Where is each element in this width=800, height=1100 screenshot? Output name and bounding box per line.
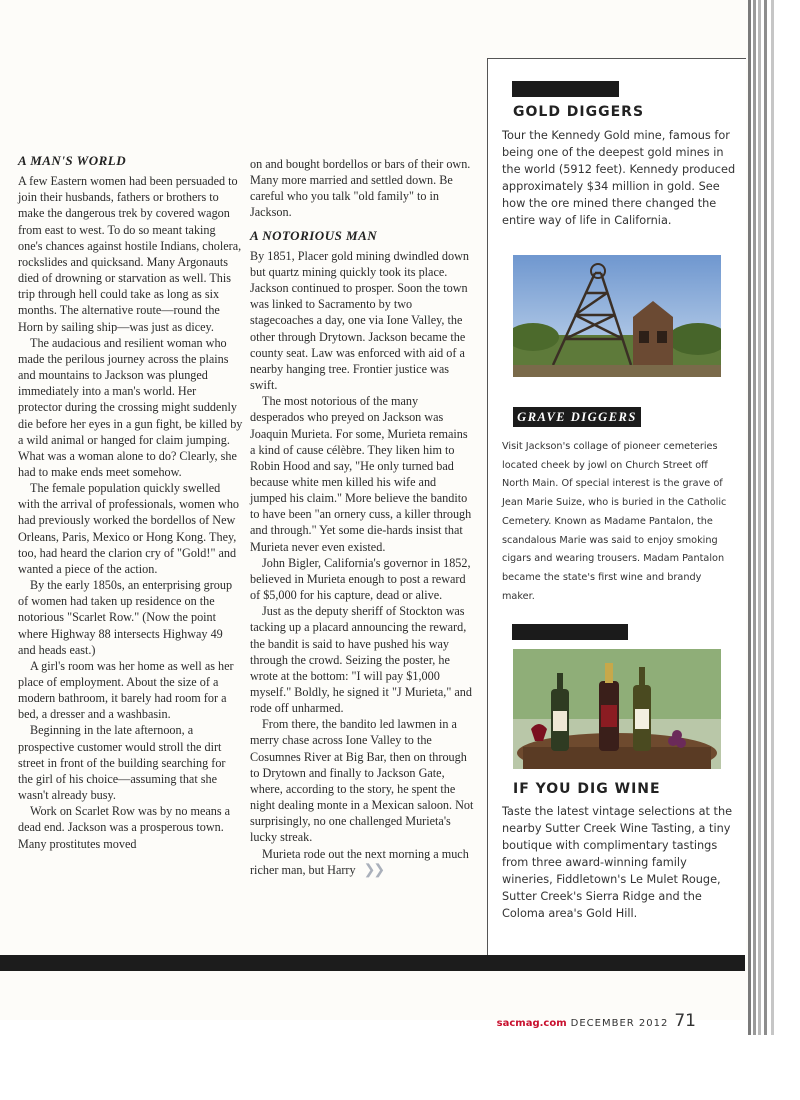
- paragraph: By the early 1850s, an enterprising group of women had taken up residence on the notorious "Scarlet Row." (Now the point where Highway 88 intersects Highway 49 and heads east.): [18, 578, 233, 657]
- section-heading: A NOTORIOUS MAN: [250, 227, 378, 243]
- paragraph: The most notorious of the many desperados who preyed on Jackson was Joaquin Murieta. For some, Murieta remains a kind of cause célèbre. They liken him to Robin Hood and say, "He only turned bad because white men killed his wife and jumped his claim." More believe the bandito to have been "an ornery cuss, a killer through and through." Yet some die-hards insist that Murieta never even existed.: [250, 394, 472, 554]
- paragraph: Just as the deputy sheriff of Stockton was tacking up a placard announcing the reward, the bandit is said to have pushed his way through the crowd. Seizing the poster, he wrote at the bottom: "I will pay $1,000 myself." Boldly, he signed it "J Murieta," and rode off unharmed.: [250, 604, 472, 716]
- sidebar-heading-wine: IF YOU DIG WINE: [513, 781, 661, 797]
- article-column-2: [250, 156, 475, 879]
- footer-bar: [0, 955, 745, 971]
- paragraph: on and bought bordellos or bars of their own. Many more married and settled down. Be careful who you talk "old family" to in Jackson.: [250, 157, 471, 220]
- grave-diggers-tag: GRAVE DIGGERS: [513, 407, 641, 427]
- page-number: 71: [674, 1011, 696, 1031]
- paragraph: By 1851, Placer gold mining dwindled down but quartz mining quickly took its place. Jackson continued to prosper. Soon the town was linked to Sacramento by two stagecoaches a day, one via Ione Valley, the other through Drytown. Jackson became the county seat. Law was enforced with aid of a nearby hanging tree. Frontier justice was swift.: [250, 248, 470, 393]
- paragraph: From there, the bandito led lawmen in a merry chase across Ione Valley to the Cosumnes River at Big Bar, then on through to Drytown and finally to Jackson Gate, where, according to the story, he spent the night dealing monte in a Mexican saloon. Not surprisingly, no one challenged Murieta's lucky streak.: [250, 717, 474, 845]
- site-url: sacmag.com: [496, 1018, 567, 1029]
- article-column-1: [18, 153, 243, 852]
- sidebar-text-wine: Taste the latest vintage selections at the nearby Sutter Creek Wine Tasting, a tiny boutique with complimentary tastings from three award-winning family wineries, Fiddletown's Le Mulet Rouge, Sutter Creek's Sierra Ridge and the Coloma area's Gold Hill.: [502, 805, 733, 920]
- mine-headframe-illustration: [513, 255, 721, 377]
- decorative-bar: [512, 624, 628, 640]
- section-heading: A MAN'S WORLD: [18, 153, 127, 168]
- paragraph: Work on Scarlet Row was by no means a dead end. Jackson was a prosperous town. Many prostitutes moved: [18, 804, 231, 851]
- decorative-bar: [512, 81, 619, 97]
- continue-chevron-icon: ❯❯: [363, 862, 384, 878]
- issue-date: DECEMBER 2012: [570, 1018, 669, 1029]
- wine-bottles-illustration: [513, 649, 721, 769]
- paragraph: A few Eastern women had been persuaded to join their husbands, fathers or brothers to make the dangerous trek by covered wagon from east to west. To do so meant taking one's chances against hostile Indians, cholera, rockslides and quicksand. Many Argonauts died of drowning or starvation as well. This trip through hell could take as long as six months. The alternative route—round the Horn by sailing ship—was just as dicey.: [18, 174, 242, 334]
- page-edge: [764, 0, 767, 1035]
- gold-mine-photo: [513, 255, 721, 377]
- sidebar-text-grave: Visit Jackson's collage of pioneer cemeteries located cheek by jowl on Church Street off North Main. Of special interest is the grave of Jean Marie Suize, who is buried in the Catholic Cemetery. Known as Madame Pantalon, the scandalous Marie was said to enjoy smoking cigars and wearing trousers. Madam Pantalon became the state's first wine and brandy maker.: [502, 441, 727, 602]
- wine-photo: [513, 649, 721, 769]
- paragraph: [250, 846, 475, 879]
- page-edge: [771, 0, 774, 1035]
- paragraph: Beginning in the late afternoon, a prospective customer would stroll the dirt street in front of the building searching for the girl of his choice—assuming that she wasn't already busy.: [18, 723, 226, 803]
- sidebar-text-gold: Tour the Kennedy Gold mine, famous for being one of the deepest gold mines in the world (5912 feet). Kennedy produced approximately $34 million in gold. See how the ore mined there changed the entire way of life in California.: [502, 129, 736, 227]
- paragraph: A girl's room was her home as well as her place of employment. About the size of a modern bathroom, it barely had room for a bed, a dresser and a washbasin.: [18, 658, 234, 722]
- page-edge: [753, 0, 756, 1035]
- paragraph: John Bigler, California's governor in 1852, believed in Murieta enough to post a reward of $5,000 for his capture, dead or alive.: [250, 555, 471, 603]
- paragraph: The female population quickly swelled with the arrival of professionals, women who had previously worked the bordellos of New Orleans, Paris, Mexico or Hong Kong. They, too, had heard the clarion cry of "Gold!" and wanted a piece of the action.: [18, 481, 240, 576]
- page-edge: [748, 0, 751, 1035]
- paragraph-text: Murieta rode out the next morning a much richer man, but Harry: [250, 846, 469, 877]
- sidebar-box: [487, 58, 746, 958]
- page-footer: [497, 1011, 696, 1031]
- paragraph: The audacious and resilient woman who made the perilous journey across the plains and mountains to Jackson was plunged immediately into a man's world. Her protector during the crossing might suddenly die before her eyes in a gun fight, be killed by a wild animal or hanged for claim jumping. What was a woman alone to do? Clearly, she had to make ends meet somehow.: [18, 335, 243, 479]
- sidebar-heading-gold: GOLD DIGGERS: [513, 104, 645, 120]
- page-edge: [758, 0, 761, 1035]
